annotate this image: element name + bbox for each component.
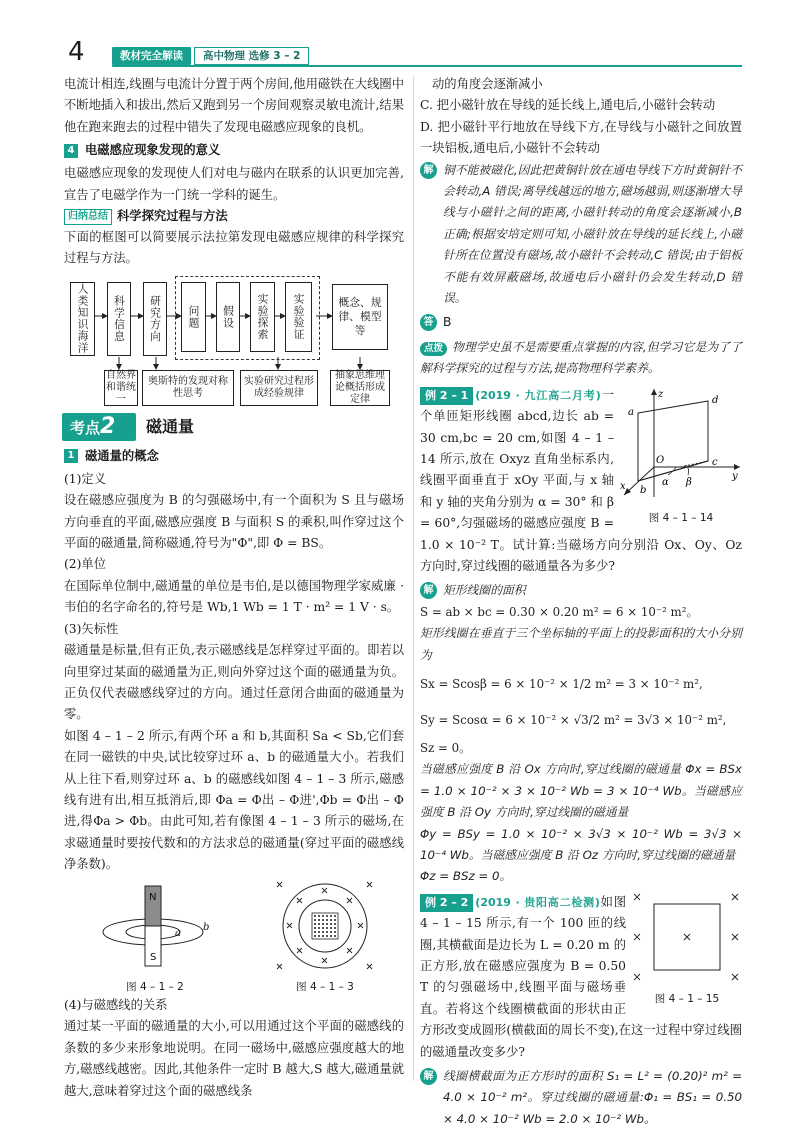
example-label: 例 2 – 2 [420,894,473,912]
option-c: C. 把小磁针放在导线的延长线上,通电后,小磁针会转动 [420,98,716,113]
figure-caption: 图 4 – 1 – 3 [296,980,354,993]
figure-caption: 图 4 – 1 – 2 [126,980,184,993]
flow-box-harmony: 自然界和谐统一 [106,369,136,405]
ring-a-label: a [175,927,181,939]
intro-paragraph: 电流计相连,线圈与电流计分置于两个房间,他用磁铁在大线圈中不断地插入和拔出,然后又跑到另一个房间观察灵敏电流计,结果他在跑来跑去的过程中错失了发现电磁感应现象的良机。 [64,77,404,134]
solution-line-1: 矩形线圈的面积 [443,583,526,598]
flow-box-explore: 实验探索 [250,282,275,352]
ring-b-label: b [203,921,210,933]
solution-text: 线圈横截面为正方形时的面积 S₁ = L² = (0.20)² m² = 4.0 × 10⁻² m²。穿过线圈的磁通量:Φ₁ = BS₁ = 0.50 × 4.0 × 10⁻² Wb = 2.0 × 10⁻² Wb。 [443,1069,742,1126]
figure-4-1-2 [95,880,215,995]
answer-block [420,312,742,333]
flow-box-question: 问题 [181,282,206,352]
solution-line-9: Φz = BSz = 0。 [420,869,512,884]
vertex-b-label: b [640,484,647,496]
summary-text: 下面的框图可以简要展示法拉第发现电磁感应规律的科学探究过程与方法。 [64,230,404,266]
figure-4-1-15 [632,892,742,1007]
solution-line-8: Φy = BSy = 1.0 × 10⁻² × 3√3 × 10⁻² Wb = 3√3 × 10⁻⁴ Wb。当磁感应强度 B 沿 Oz 方向时,穿过线圈的磁通量 [420,826,742,862]
relation-text: 通过某一平面的磁通量的大小,可以用通过这个平面的磁感线的条数的多少来形象地说明。在同一磁场中,磁感应强度越大的地方,磁感线越密。因此,其他条件一定时 B 越大,S 越大,磁通量就越大,意味着穿过这个面的磁感线条 [64,1019,404,1098]
example-source: (2019 · 九江高二月考) [475,388,601,402]
z-axis-label: z [658,388,664,400]
left-column [64,74,404,1102]
section-number: 4 [64,144,78,158]
solution-line-6: Sz = 0。 [420,740,471,755]
flow-box-verify: 实验验证 [285,282,312,352]
section-4-text: 电磁感应现象的发现使人们对电与磁内在联系的认识更加完善,宣告了电磁学作为一门统一学科的诞生。 [64,166,404,202]
y-axis-label: y [732,470,738,482]
page-header [62,37,742,68]
flow-box-hypothesis: 假设 [216,282,240,352]
topic-2-banner [62,410,404,444]
book-series-tag: 教材完全解读 [112,47,191,65]
coil-3d-diagram [620,385,742,503]
beta-label: β [686,476,692,488]
north-pole-label: N [149,891,157,903]
solution-line-7: 当磁感应强度 B 沿 Ox 方向时,穿过线圈的磁通量 Φx = BSx = 1.0 × 10⁻² × 3 × 10⁻² Wb = 3 × 10⁻⁴ Wb。当磁感应强度 B 沿 Oy 方向时,穿过线圈的磁通量 [420,762,742,820]
topic-title: 磁通量 [146,417,195,437]
header-rule [112,65,742,67]
alpha-label: α [662,476,669,488]
origin-label: O [656,454,665,466]
definition-heading: (1)定义 [64,471,107,486]
figure-4-1-3 [277,880,373,995]
tip-block [420,337,742,380]
x-axis-label: x [620,480,626,492]
summary-title: 科学探究过程与方法 [117,208,228,223]
topic-number: 2 [100,413,116,439]
square-coil-field-diagram [632,892,742,984]
solution-line-2: S = ab × bc = 0.30 × 0.20 m² = 6 × 10⁻² m²。 [420,604,699,619]
solution-line-4: Sx = Scosβ = 6 × 10⁻² × 1/2 m² = 3 × 10⁻² m², [420,676,703,691]
vector-text: 磁通量是标量,但有正负,表示磁感线是怎样穿过平面的。即若以向里穿过某面的磁通量为正,则向外穿过这个面的磁通量为负。正负仅代表磁感线穿过的方向。通过任意闭合曲面的磁通量为零。 [64,643,404,722]
vector-heading: (3)矢标性 [64,621,119,636]
example-2-1 [420,385,742,578]
figure-caption: 图 4 – 1 – 14 [648,512,714,525]
rings-example-text: 如图 4 – 1 – 2 所示,有两个环 a 和 b,其面积 Sa < Sb,它们套在同一磁铁的中央,试比较穿过环 a、b 的磁通量大小。若我们从上往下看,则穿过环 a、b 的磁感线如图 4 – 1 – 3 所示,磁感线有进有出,相互抵消后,即 Φa = Φ出 – Φ进',Φb = Φ出 – Φ进,得Φa > Φb。由此可知,若有像图 4 – 1 – 3 所示的磁场,在求磁通量时要按代数和的方法求总的磁通量(穿过平面的磁感线净条数)。 [64,728,404,872]
flow-box-info: 科学信息 [107,282,131,356]
vertex-a-label: a [628,406,634,418]
section-4-heading [64,140,404,161]
topic-badge [62,413,136,441]
solution-line-5: Sy = Scosα = 6 × 10⁻² × √3/2 m² = 3√3 × 10⁻² m², [420,712,727,727]
section-1-heading [64,446,404,467]
relation-heading: (4)与磁感线的关系 [64,997,168,1012]
option-d: D. 把小磁针平行地放在导线下方,在导线与小磁针之间放置一块铝板,通电后,小磁针不会转动 [420,119,742,156]
magnet-rings-diagram [95,880,215,972]
section-number: 1 [64,449,78,463]
flow-box-oersted: 奥斯特的发现对称性思考 [142,370,234,406]
right-column [420,74,742,1130]
section-title: 电磁感应现象发现的意义 [85,143,221,158]
solution-badge: 解 [420,162,437,179]
flow-box-abstract: 抽象思维理论概括形成定律 [330,370,390,406]
south-pole-label: S [150,951,157,963]
tip-text: 物理学史虽不是需要重点掌握的内容,但学习它是为了了解科学探究的过程与方法,提高物理科学素养。 [420,339,742,376]
answer-text: B [443,315,452,330]
example-body: 一个单匝矩形线圈 abcd,边长 ab = 30 cm,bc = 20 cm,如图 4 – 1 – 14 所示,放在 Oxyz 直角坐标系内,线圈平面垂直于 xOy 平面,与 x 轴和 y 轴的夹角分别为 α = 30° 和 β = 60°,匀强磁场的磁感应强度 B = 1.0 × 10⁻² T。试计算:当磁场方向分别沿 Ox、Oy、Oz 方向时,穿过线圈的磁通量各为多少? [420,387,742,573]
example-2-2 [420,892,742,1063]
option-b-continued: 动的角度会逐渐减小 [432,77,543,91]
page-number: 4 [68,37,85,67]
example-label: 例 2 – 1 [420,387,473,405]
figure-4-1-14 [620,385,742,526]
definition-text: 设在磁感应强度为 B 的匀强磁场中,有一个面积为 S 且与磁场方向垂直的平面,磁感应强度 B 与面积 S 的乘积,叫作穿过这个平面的磁通量,简称磁通,符号为"Φ",即 Φ = BS。 [64,493,404,551]
unit-text: 在国际单位制中,磁通量的单位是韦伯,是以德国物理学家威廉 · 韦伯的名字命名的,符号是 Wb,1 Wb = 1 T · m² = 1 V · s。 [64,578,404,615]
solution-block-1 [420,160,742,310]
solution-block-2 [420,580,742,601]
inquiry-flowchart [68,274,398,406]
vertex-c-label: c [712,456,718,468]
field-lines-top-view [277,880,373,972]
section-title: 磁通量的概念 [85,448,159,463]
flow-box-experiment: 实验研究过程形成经验规律 [240,370,318,406]
solution-block-3 [420,1066,742,1130]
figure-caption: 图 4 – 1 – 15 [654,993,720,1006]
solution-badge: 解 [420,1068,437,1085]
flow-box-direction: 研究方向 [143,282,167,356]
column-divider [413,76,414,1081]
summary-heading [64,206,404,227]
solution-badge: 解 [420,582,437,599]
answer-badge: 答 [420,314,437,331]
summary-tag: 归纳总结 [64,209,112,225]
example-source: (2019 · 贵阳高二检测) [475,895,600,909]
flow-box-concepts: 概念、规律、模型等 [332,284,388,350]
example-body: 如图 4 – 1 – 15 所示,有一个 100 匝的线圈,其横截面是边长为 L = 0.20 m 的正方形,放在磁感应强度为 B = 0.50 T 的匀强磁场中,线圈平面与磁场垂直。若将这个线圈横截面的形状由正方形改变成圆形(横截面的周长不变),在这一过程中穿过线圈的磁通量改变多少? [420,894,742,1059]
topic-label: 考点 [70,418,101,437]
unit-heading: (2)单位 [64,557,107,572]
solution-line-3: 矩形线圈在垂直于三个坐标轴的平面上的投影面积的大小分别为 [420,626,742,662]
vertex-d-label: d [712,394,719,406]
solution-text: 铜不能被磁化,因此把黄铜针放在通电导线下方时黄铜针不会转动,A 错误;离导线越远的地方,磁场越弱,则逐渐增大导线与小磁针之间的距离,小磁针转动的角度会逐渐减小,B 正确;根据安培定则可知,小磁针放在导线的延长线上,小磁针所在位置没有磁场,故小磁针不会转动,C 错误;由于铝板不能有效屏蔽磁场,故通电后小磁针仍会发生转动,D 错误。 [443,162,742,306]
book-subject-tag: 高中物理 选修 3 – 2 [194,47,309,65]
flow-box-knowledge: 人类知识海洋 [70,282,95,356]
tip-label: 点拨 [420,342,447,356]
figures-4-1-2-and-3 [64,880,404,995]
